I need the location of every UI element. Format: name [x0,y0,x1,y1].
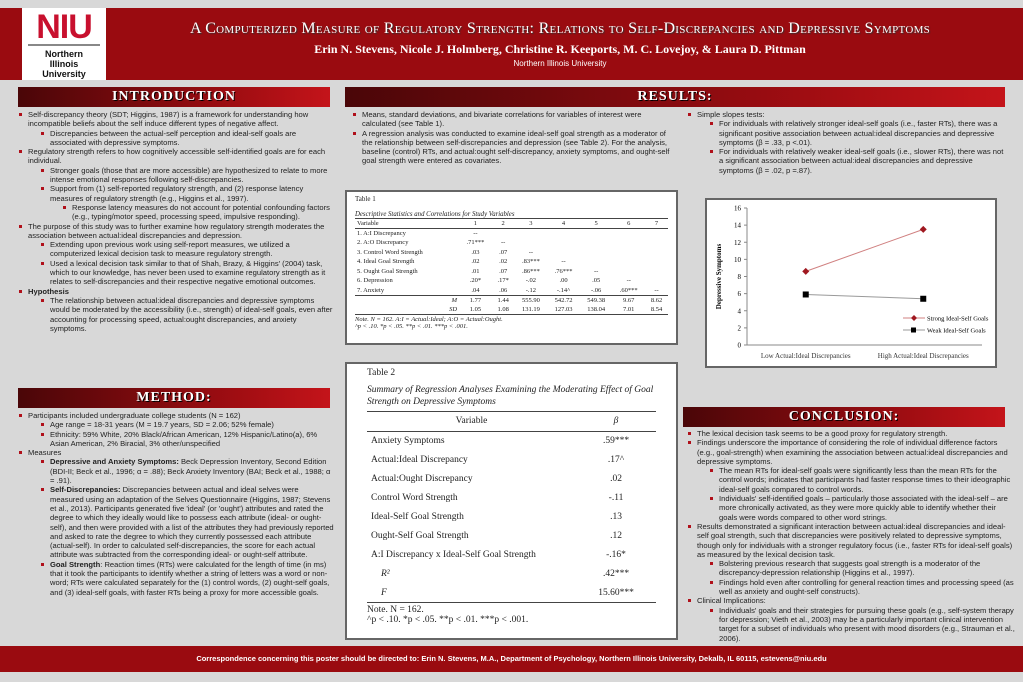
bullet: Bolstering previous research that suggests goal strength is a moderator of the discrepancy-depression relationship (Higgins et al., 1997). [707,559,1015,578]
table-cell: .59*** [602,435,630,446]
table-cell [515,229,548,239]
bullet: Findings hold even after controlling for general reaction times and processing speed (as well as anxiety and ought-self constructs). [707,578,1015,597]
data-point [803,291,809,297]
bullet: Findings underscore the importance of considering the role of individual difference factors (e.g., goal-strength) when examining the association between actual:ideal discrepancies and depressive symptoms. The mean RTs for ideal-self goals were significantly less than the mean RTs for the control words; indicates that participants had faster response times to their ideographic ideal-self goals compared to control words. Individuals' self-identified goals – particularly those associated with the ideal-self – are more chronically activated, as they were more quickly able to identify whether their goals were words compared to other word strings. [685,438,1015,522]
table-2 [345,362,678,640]
logo-sub: Illinois [49,59,79,69]
table-cell: .76*** [554,267,573,275]
table-cell: 542.72 [554,296,573,304]
table-cell: -- [528,248,534,256]
table-cell [580,238,613,248]
table-cell: 555.90 [521,296,540,304]
footer-contact: Correspondence concerning this poster should be directed to: Erin N. Stevens, M.A., Department of Psychology, Northern Illinois University, Dekalb, IL 60115, estevens@niu.edu [0,646,1023,672]
bullet: Individuals' self-identified goals – particularly those associated with the ideal-self – are more chronically activated, as they were more quickly able to identify whether their goals were words compared to other word strings. [707,494,1015,522]
bullet: Hypothesis The relationship between actual:ideal discrepancies and depressive symptoms would be moderated by the accessibility (i.e., strength) of ideal-self goals, even after accounting for processing speed, actual:ought discrepancies, and anxiety symptoms. [16,287,334,333]
table-cell [515,238,548,248]
table-cell: M [451,296,458,304]
table-row [355,248,668,258]
table-cell: SD [449,305,458,313]
bullet: Depressive and Anxiety Symptoms: Beck Depression Inventory, Second Edition (BDI-II; Beck et al., 1996; α = .88); Beck Anxiety Inventory (BAI; Beck et al., 1988; α = .91). [38,457,334,485]
table-cell: .03 [471,248,480,256]
table-cell: .06 [499,286,508,294]
table-cell: .02 [499,258,508,266]
table-cell: 7.01 [623,305,635,313]
table-cell: Actual:Ideal Discrepancy [371,454,468,465]
table-note: ^p < .10. *p < .05. **p < .01. ***p < .001. [367,615,529,625]
logo-sub: University [42,69,86,79]
table-row [367,469,656,488]
table-cell [547,238,580,248]
x-tick-label: Low Actual:Ideal Discrepancies [760,352,851,360]
table-title: Descriptive Statistics and Correlations for Study Variables [355,211,668,219]
series-line [806,294,924,298]
table-cell: Actual:Ought Discrepancy [371,473,473,484]
table-row [355,267,668,277]
bullet: The lexical decision task seems to be a good proxy for regulatory strength. [685,429,1015,438]
intro-section [16,110,334,333]
table-cell [645,257,668,267]
legend-label: Weak Ideal-Self Goals [927,327,986,335]
series-line [806,229,924,271]
table-cell: 1. A:I Discrepancy [357,230,406,237]
table-cell: -- [473,230,478,237]
table-cell [645,238,668,248]
table-cell: .60*** [619,286,638,294]
bullet: Discrepancies between the actual-self perception and ideal-self goals are associated with depressive symptoms. [38,129,334,148]
table-row [367,507,656,526]
table-cell: .13 [610,511,622,522]
table-cell: 8.54 [650,305,663,313]
table-row [367,564,656,583]
table-cell: -.16* [606,549,626,560]
table-row [367,526,656,545]
column-header: Variable [455,416,488,427]
table-cell [612,257,645,267]
y-tick-label: 4 [737,307,741,316]
stats-row [355,305,668,315]
table-cell: 5. Ought Goal Strength [357,267,418,275]
data-point [802,268,809,275]
table-row [355,229,668,239]
intro-heading: INTRODUCTION [18,87,330,107]
authors: Erin N. Stevens, Nicole J. Holmberg, Christine R. Keeports, M. C. Lovejoy, & Laura D. Pittman [314,42,806,56]
bullet: Stronger goals (those that are more accessible) are hypothesized to relate to more intense emotional responses following self-discrepancies. [38,166,334,185]
table-cell: .71*** [466,239,485,247]
bullet: Used a lexical decision task similar to that of Shah, Brazy, & Higgins' (2004) task, which to our knowledge, has never been used to examine regulatory strength as it relates to self-discrepancies and their respective negative emotional outcomes. [38,259,334,287]
method-section [16,411,334,597]
bullet: Clinical Implications: Individuals' goals and their strategies for pursuing these goals (e.g., self-system therapy for depression; Vieth et al., 2003) may be a particularly important clinical intervention target for a subset of individuals who present with mood disorders (e.g., Strauman et al., 2006). [685,596,1015,642]
table-cell: -.12 [525,286,537,294]
table-cell: .02 [610,473,622,484]
conclusion-heading: CONCLUSION: [683,407,1005,427]
bullet: Self-discrepancy theory (SDT; Higgins, 1987) is a framework for understanding how incompatible beliefs about the self induce different types of negative affect. Discrepancies between the actual-self perception and ideal-self goals are associated with depressive symptoms. [16,110,334,147]
column-header: 5 [594,220,598,227]
bullet: For individuals with relatively weaker ideal-self goals (i.e., slower RTs), there was not a significant association between actual:ideal discrepancies and depressive symptoms (β = .02, p =.87). [707,147,1005,175]
table-cell [645,276,668,286]
bullet: A regression analysis was conducted to examine ideal-self goal strength as a moderator of the relationship between self-discrepancies and depression (see Table 2). For the analysis, baseline (control) RTs, and actual:ought self-discrepancy, anxiety symptoms, and ought-self goal strength were entered as covariates. [350,129,675,166]
table-row [367,431,656,450]
bullet: Participants included undergraduate college students (N = 162) Age range = 18-31 years (M = 19.7 years, SD = 2.06; 52% female) Ethnicity: 59% White, 20% Black/African American, 12% Hispanic/Latino(a), 6% Asian American, 2% Biracial, 3% other/unspecified [16,411,334,448]
table-cell [612,248,645,258]
table-cell: .12 [610,530,622,541]
y-tick-label: 12 [734,238,741,247]
y-tick-label: 6 [737,290,741,299]
table-row [355,257,668,267]
bullet: Age range = 18-31 years (M = 19.7 years, SD = 2.06; 52% female) [38,420,334,429]
table-cell [612,229,645,239]
conclusion-section [685,429,1015,643]
table-cell: 7. Anxiety [357,286,385,294]
bullet: The relationship between actual:ideal discrepancies and depressive symptoms would be moderated by the accessibility (i.e., strength) of ideal-self goals, even after accounting for processing speed, actual:ought discrepancies, and anxiety symptoms. [38,296,334,333]
legend-marker [911,328,916,333]
column-header: 7 [654,220,659,227]
column-header: β [613,416,619,427]
y-tick-label: 16 [734,204,741,213]
bullet: Goal Strength: Reaction times (RTs) were calculated for the length of time (in ms) that it took the participants to identify whether a string of letters was a word or non-word; RTs were calculated separately for the (1) control words, (2) ought-self goals, and (3) ideal-self goals, with faster RTs being a proxy for more accessible goals. [38,560,334,597]
table-cell [547,248,580,258]
data-point [920,226,927,233]
y-tick-label: 14 [734,221,741,230]
table-cell [580,257,613,267]
stats-row [355,295,668,305]
table-cell: .01 [471,267,480,275]
bullet: For individuals with relatively stronger ideal-self goals (i.e., faster RTs), there was a significant positive association between actual:ideal discrepancies and depressive symptoms (β = .33, p <.01). [707,119,1005,147]
table-cell: -.06 [590,286,602,294]
bullet: The mean RTs for ideal-self goals were significantly less than the mean RTs for the control words; indicates that participants had faster response times to their ideographic ideal-self goals compared to control words. [707,466,1015,494]
table-cell: Ideal-Self Goal Strength [371,511,464,522]
table-note: Note. N = 162. [367,605,424,615]
table-cell: .83*** [521,258,540,266]
method-heading: METHOD: [18,388,330,408]
table-cell [612,267,645,277]
interaction-chart [705,198,997,368]
table-cell [547,229,580,239]
table-cell: 3. Control Word Strength [357,248,423,256]
table-cell: 1.77 [469,296,482,304]
table-row [367,450,656,469]
table-cell: .02 [471,258,480,266]
column-header: 2 [501,220,505,227]
table-cell: 9.67 [623,296,635,304]
table-label: Table 1 [355,195,376,203]
table-cell: .04 [471,286,480,294]
y-tick-label: 0 [737,341,741,350]
table-cell: -.02 [525,277,537,285]
legend-label: Strong Ideal-Self Goals [927,315,989,323]
table-1 [345,190,678,345]
table-row [355,286,668,296]
table-cell: 15.60*** [598,587,634,598]
table-note: ^p < .10. *p < .05. **p < .01. ***p < .001. [355,323,468,330]
table-cell: -- [561,258,566,266]
bullet: Extending upon previous work using self-report measures, we utilized a computerized lexical decision task to measure regulatory strength. [38,240,334,259]
bullet: The purpose of this study was to further examine how regulatory strength moderates the association between actual:ideal discrepancies and depression. Extending upon previous work using self-report measures, we utilized a computerized lexical decision task to measure regulatory strength. Used a lexical decision task similar to that of Shah, Brazy, & Higgins' (2004) task, which to our knowledge, has never been used to examine regulatory strength as it relates to self-discrepancies and their respective negative emotional outcomes. [16,222,334,287]
bullet: Support from (1) self-reported regulatory strength, and (2) response latency measures of regulatory strength (e.g., Higgins et al., 1997). Response latency measures do not account for potential confounding factors (e.g., typing/motor speed, processing speed, impulsive responding). [38,184,334,221]
table-cell: 1.44 [497,296,509,304]
table-row [367,545,656,564]
x-tick-label: High Actual:Ideal Discrepancies [877,352,969,360]
table-cell: .42*** [602,568,630,579]
data-point [920,296,926,302]
table-cell [612,238,645,248]
table-cell [580,248,613,258]
column-header: 6 [627,220,631,227]
table-row [367,583,656,602]
table-cell [492,229,515,239]
table-cell [580,229,613,239]
table-cell: 8.62 [650,296,663,304]
table-row [355,238,668,248]
results-text [350,110,675,166]
legend-marker [911,315,917,321]
column-header: 4 [561,220,566,227]
table-cell [645,248,668,258]
table-cell: .86*** [521,267,540,275]
table-row [355,276,668,286]
table-cell: Anxiety Symptoms [371,435,445,446]
table-cell: .20* [469,277,482,285]
table-cell: -- [500,239,506,247]
bullet: Response latency measures do not account for potential confounding factors (e.g., typing/motor speed, processing speed, impulsive responding). [60,203,334,222]
table-cell: 6. Depression [357,277,393,285]
table-row [367,488,656,507]
table-title: Summary of Regression Analyses Examining the Moderating Effect of Goal Strength on Depressive Symptoms [367,384,656,412]
table-cell: Control Word Strength [371,492,458,503]
bullet: Results demonstrated a significant interaction between actual:ideal discrepancies and ideal-self goal strength, such that discrepancies were positively related to depressive symptoms, though only for individuals with a stronger regulatory focus (i.e., faster RTs for ideal-self goals) as measured by the lexical decision task. Bolstering previous research that suggests goal strength is a moderator of the discrepancy-depression relationship (Higgins et al., 1997). Findings hold even after controlling for general reaction times and processing speed (as well as anxiety and ought-self constructs). [685,522,1015,596]
table-cell: Ought-Self Goal Strength [371,530,469,541]
table-cell: .17* [497,277,509,285]
affiliation: Northern Illinois University [513,59,607,68]
table-cell: 1.08 [497,305,509,313]
bullet: Ethnicity: 59% White, 20% Black/African American, 12% Hispanic/Latino(a), 6% Asian American, 2% Biracial, 3% other/unspecified [38,430,334,449]
column-header: Variable [357,220,379,227]
table-cell: .07 [499,248,508,256]
column-header: 1 [473,220,477,227]
table-cell: 131.19 [521,305,540,313]
bullet: Measures Depressive and Anxiety Symptoms: Beck Depression Inventory, Second Edition (BDI-II; Beck et al., 1996; α = .88); Beck Anxiety Inventory (BAI; Beck et al., 1988; α = .91). Self-Discrepancies: Discrepancies between actual and ideal selves were measured using an adaptation of the Selves Questionnaire (Higgins, 1987; Stevens et al., 2013). Participants generated five 'ideal' (or 'ought') attributes and rated the degree to which they ideally would like to possess each attribute (ideal- or ought-self), and then were provided with a list of the attributes they had previously reported and asked to rate the degree to which they currently possessed each attribute (actual-self). In order to calculated self-discrepancies, the score for each actual attribute was subtracted from the corresponding ideal- or ought-self attribute. Goal Strength: Reaction times (RTs) were calculated for the length of time (in ms) that it took the participants to identify whether a string of letters was a word or non-word; RTs were calculated separately for the (1) control words, (2) ought-self goals, and (3) ideal-self goals, with faster RTs being a proxy for more accessible goals. [16,448,334,597]
logo-text: NIU [28,10,100,46]
table-cell [645,229,668,239]
poster-title: A Computerized Measure of Regulatory Strength: Relations to Self-Discrepancies and Depressive Symptoms [189,20,931,37]
y-tick-label: 2 [737,324,741,333]
table-cell: 549.38 [587,296,606,304]
simple-slopes [685,110,1005,175]
logo-sub: Northern [45,49,83,59]
table-cell: .07 [499,267,508,275]
table-cell: A:I Discrepancy x Ideal-Self Goal Strength [371,549,536,560]
table-cell: -- [626,277,631,285]
column-header: 3 [529,220,533,227]
y-tick-label: 10 [734,255,741,264]
table-cell: 127.03 [554,305,573,313]
table-cell [645,267,668,277]
table-cell: 138.04 [587,305,606,313]
table-cell: -- [654,286,659,294]
table-cell: .17^ [607,454,625,465]
y-tick-label: 8 [737,273,741,281]
table-cell: -.14^ [556,286,571,294]
table-cell: .05 [592,277,601,285]
table-cell: 1.05 [469,305,482,313]
table-cell: .00 [559,277,568,285]
results-heading: RESULTS: [345,87,1005,107]
table-cell: 4. Ideal Goal Strength [357,258,415,266]
table-note: Note. N = 162. A:I = Actual:Ideal; A:O = Actual:Ought. [355,316,503,323]
bullet: Means, standard deviations, and bivariate correlations for variables of interest were calculated (see Table 1). [350,110,675,129]
bullet: Simple slopes tests: For individuals with relatively stronger ideal-self goals (i.e., faster RTs), there was a significant positive association between actual:ideal discrepancies and depressive symptoms (β = .33, p <.01). For individuals with relatively weaker ideal-self goals (i.e., slower RTs), there was not a significant association between actual:ideal discrepancies and depressive symptoms (β = .02, p =.87). [685,110,1005,175]
table-cell: -- [593,267,599,275]
bullet: Regulatory strength refers to how cognitively accessible self-identified goals are for each individual. Stronger goals (those that are more accessible) are hypothesized to relate to more intense emotional responses following self-discrepancies. Support from (1) self-reported regulatory strength, and (2) response latency measures of regulatory strength (e.g., Higgins et al., 1997). Response latency measures do not account for potential confounding factors (e.g., typing/motor speed, processing speed, impulsive responding). [16,147,334,221]
table-cell: F [381,587,387,598]
y-axis-label: Depressive Symptoms [715,243,723,310]
bullet: Self-Discrepancies: Discrepancies between actual and ideal selves were measured using an adaptation of the Selves Questionnaire (Higgins, 1987; Stevens et al., 2013). Participants generated five 'ideal' (or 'ought') attributes and rated the degree to which they ideally would like to possess each attribute (ideal- or ought-self), and then were provided with a list of the attributes they had previously reported and asked to rate the degree to which they currently possessed each attribute (actual-self). In order to calculated self-discrepancies, the score for each actual attribute was subtracted from the corresponding ideal- or ought-self attribute. [38,485,334,559]
table-cell: 2. A:O Discrepancy [357,239,409,247]
bullet: Individuals' goals and their strategies for pursuing these goals (e.g., self-system therapy for depression; Vieth et al., 2003) may be a particularly important clinical intervention target for a subset of individuals who present with mood disorders (e.g., Strauman et al., 2006). [707,606,1015,643]
niu-logo [22,8,106,80]
table-cell: -.11 [608,492,624,503]
table-cell: R² [381,568,390,579]
table-label: Table 2 [367,368,396,378]
